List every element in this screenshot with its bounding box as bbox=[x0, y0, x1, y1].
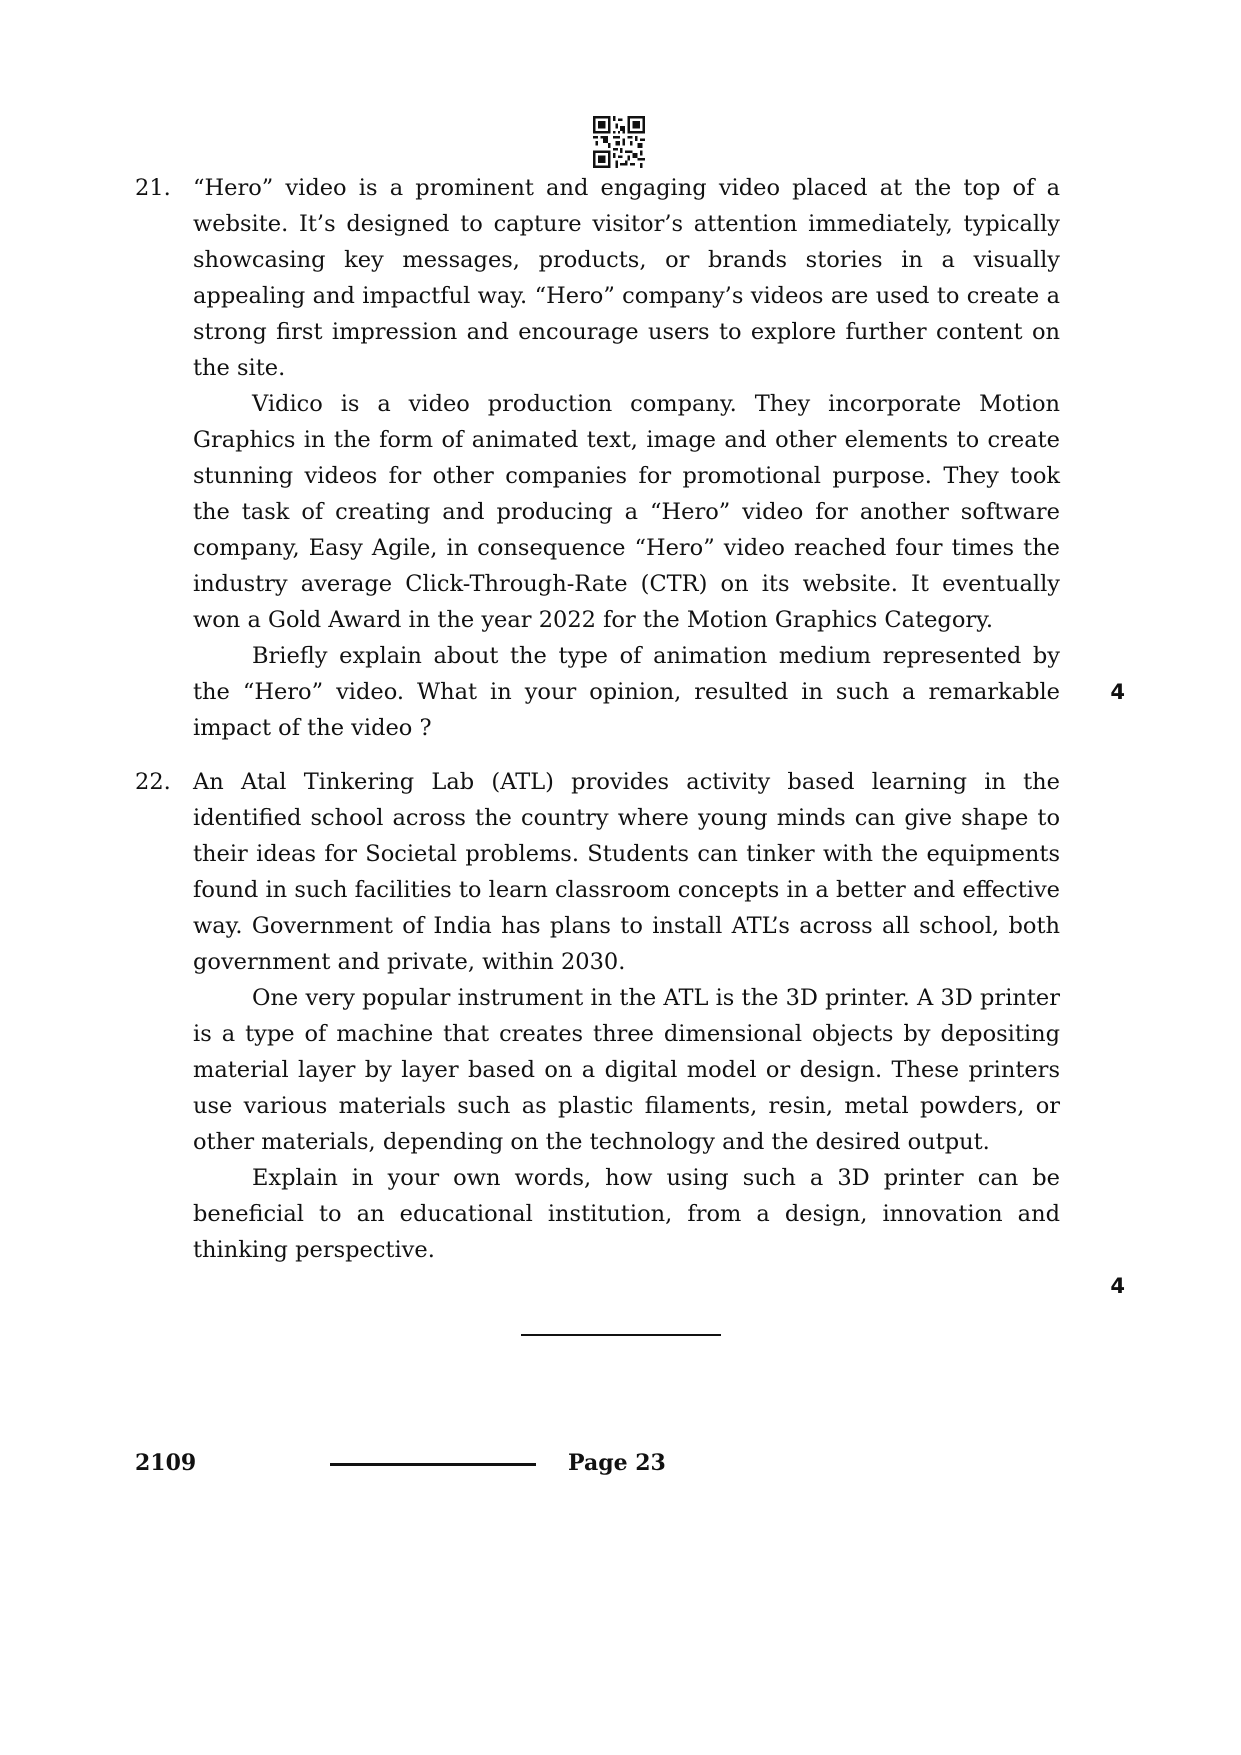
question-marks: 4 bbox=[1110, 1274, 1125, 1298]
question-body bbox=[193, 764, 1060, 1268]
question-marks: 4 bbox=[1110, 680, 1125, 704]
paper-code: 2109 bbox=[135, 1450, 197, 1476]
question-body bbox=[193, 170, 1060, 746]
question-paragraph: Vidico is a video production company. They incorporate Motion Graphics in the form of animated text, image and other elements to create stunning videos for other companies for promotional purpose. They took the task of creating and producing a “Hero” video for another software company, Easy Agile, in consequence “Hero” video reached four times the industry average Click-Through-Rate (CTR) on its website. It eventually won a Gold Award in the year 2022 for the Motion Graphics Category. bbox=[193, 391, 1060, 633]
question-paragraph: “Hero” video is a prominent and engaging video placed at the top of a website. It’s designed to capture visitor’s attention immediately, typically showcasing key messages, products, or brands stories in a visually appealing and impactful way. “Hero” company’s videos are used to create a strong first impression and encourage users to explore further content on the site. bbox=[193, 175, 1060, 381]
question-paragraph: One very popular instrument in the ATL is the 3D printer. A 3D printer is a type of machine that creates three dimensional objects by depositing material layer by layer based on a digital model or design. These printers use various materials such as plastic filaments, resin, metal powders, or other materials, depending on the technology and the desired output. bbox=[193, 985, 1060, 1155]
footer-divider bbox=[330, 1463, 536, 1466]
page-number: Page 23 bbox=[568, 1450, 666, 1476]
question-paragraph: Explain in your own words, how using such a 3D printer can be beneficial to an educational institution, from a design, innovation and thinking perspective. bbox=[193, 1165, 1060, 1263]
qr-code bbox=[593, 116, 645, 168]
question-number: 22. bbox=[135, 769, 171, 795]
question-number: 21. bbox=[135, 175, 171, 201]
section-end-divider bbox=[521, 1334, 721, 1336]
question-paragraph: An Atal Tinkering Lab (ATL) provides activity based learning in the identified school across the country where young minds can give shape to their ideas for Societal problems. Students can tinker with the equipments found in such facilities to learn classroom concepts in a better and effective way. Government of India has plans to install ATL’s across all school, both government and private, within 2030. bbox=[193, 769, 1060, 975]
question-paragraph: Briefly explain about the type of animation medium represented by the “Hero” video. What in your opinion, resulted in such a remarkable impact of the video ? bbox=[193, 643, 1060, 741]
